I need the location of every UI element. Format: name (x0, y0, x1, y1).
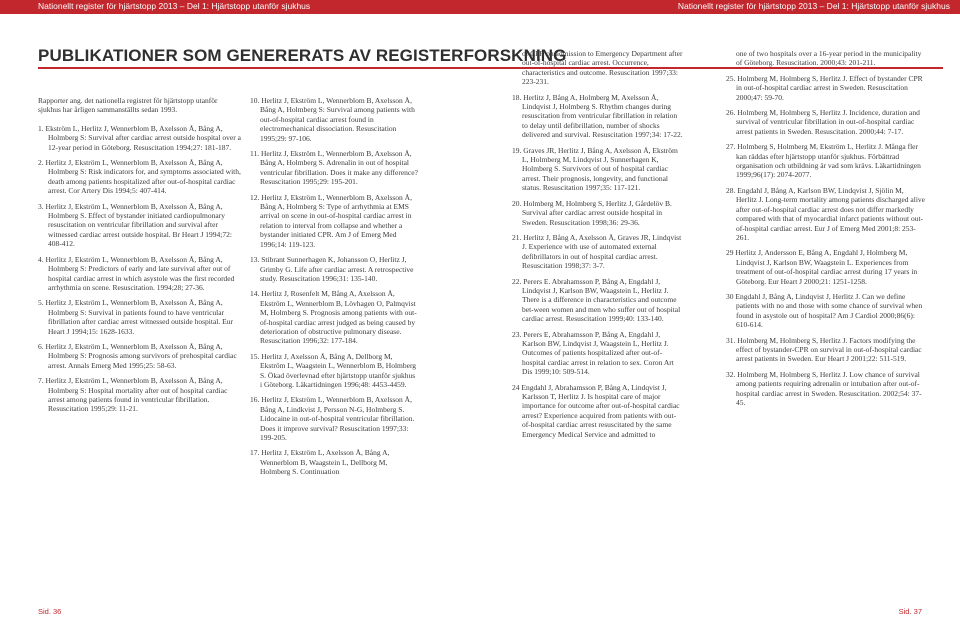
reference-32: 32. Holmberg M, Holmberg S, Herlitz J. Low chance of survival among patients requiring adrenalin or intubation after out-of-hospital cardiac arrest in Sweden. Resuscitation. 2002;54: 37-45. (726, 369, 922, 407)
reference-12: 12. Herlitz J, Ekström L, Wennerblom B, Axelsson Å, Bång A, Holmberg S: Type of arrhythmia at EMS arrival on scene in out-of-hospital cardiac arrest in relation to interval from collapse and whether a bystander initiated CPR. Am J of Emerg Med 1996;14: 119-123. (250, 192, 412, 249)
reference-19: 19. Graves JR, Herlitz J, Bång A, Axelsson Å, Ekström L, Holmberg M, Lindqvist J, Sunnerhagen K, Holmberg S. Survivors of out of hospital cardiac arrest. Their prognosis, longevity, and functional status. Resuscitation 1997;35: 117-121. (512, 145, 678, 193)
reference-13: 13. Stibrant Sunnerhagen K, Johansson O, Herlitz J, Grimby G. Life after cardiac arrest. A retrospective study. Resuscitation 1996;31: 135-140. (250, 255, 414, 283)
reference-4: 4. Herlitz J, Ekström L, Wennerblom B, Axelsson Å, Bång A, Holmberg S: Predictors of early and late survival after out of hospital cardiac arrest in which asystole was the first recorded arrhythmia on scene. Resuscitation. 1994;28; 27-36. (38, 254, 235, 292)
page-number-right: Sid. 37 (898, 607, 922, 616)
column-1 (38, 96, 241, 420)
reference-20: 20. Holmberg M, Holmberg S, Herlitz J, Gårdelöv B. Survival after cardiac arrest outside hospital in Sweden. Resuscitation 1998;36: 29-36. (512, 198, 672, 227)
reference-28: 28. Engdahl J, Bång A, Karlson BW, Lindqvist J, Sjölin M, Herlitz J. Long-term mortality among patients discharged alive after out-of-hospital cardiac arrest does not differ markedly compared with that of myocardial infarct patients without out-of-hospital cardiac arrest. Eur J of Emerg Med 2001;8: 253-261. (726, 185, 925, 242)
reference-26: 26. Holmberg M, Holmberg S, Herlitz J. Incidence, duration and survival of ventricular fibrillation in out-of-hospital cardiac arrest patients in Sweden. Resuscitation. 2000;44: 7-17. (726, 108, 920, 136)
reference-18: 18. Herlitz J, Bång A, Holmberg M, Axelsson Å, Lindqvist J, Holmberg S. Rhythm changes during resuscitation from ventricular fibrillation in relation to delay until defibrillation, number of shocks delivered and survival. Resuscitation 1997;34: 17-22. (512, 92, 683, 140)
reference-21: 21. Herlitz J, Bång A, Axelsson Å, Graves JR, Lindqvist J. Experience with use of automated external defibrillators in out of hospital cardiac arrest. Resuscitation 1998;37: 3-7. (512, 232, 682, 271)
column-4 (726, 49, 926, 413)
reference-27: 27. Holmberg S, Holmberg M, Ekström L, Herlitz J. Många fler kan räddas efter hjärtstopp utanför sjukhus. Förbättrad organisation och utbildning är vad som krävs. Läkartidningen 1999;96(17): 2074-2077. (726, 142, 921, 180)
header-bar (0, 0, 960, 14)
reference-6: 6. Herlitz J, Ekström L, Wennerblom B, Axelsson Å, Bång A, Holmberg S: Prognosis among survivors of prehospital cardiac arrest. Annals Emerg Med 1995;25: 58-63. (38, 341, 237, 370)
running-header-right: Nationellt register för hjärtstopp 2013 – Del 1: Hjärtstopp utanför sjukhus (677, 1, 950, 11)
reference-11: 11. Herlitz J, Ekström L, Wennerblom B, Axelsson Å, Bång A, Holmberg S. Adrenalin in out of hospital ventricular fibrillation. Does it make any difference? Resuscitation 1995;29: 195-201. (250, 149, 418, 187)
reference-14: 14. Herlitz J, Rosenfelt M, Bång A, Axelsson Å, Ekström L, Wennerblom B, Lövhagen O, Palmqvist M, Holmberg S. Prognosis among patients with out-of-hospital cardiac arrest judged as being caused by deterioration of obstructive pulmonary disease. Resuscitation 1996;32: 177-184. (250, 289, 417, 346)
reference-24: 24 Engdahl J, Abrahamsson P, Bång A, Lindqvist J, Karlsson T, Herlitz J. Is hospital care of major importance for outcome after out-of-hospital cardiac arrest? Experience acquired from patients with out-of-hospital cardiac arrest resuscitated by the same Emergency Medical Service and admitted to (512, 382, 680, 439)
reference-31: 31. Holmberg M, Holmberg S, Herlitz J. Factors modifying the effect of bystander-CPR on survival in out-of-hospital cardiac arrest patients in Sweden. Eur Heart J 2001;22: 511-519. (726, 335, 922, 364)
reference-17: 17. Herlitz J, Ekström L, Axelsson Å, Bång A, Wennerblom B, Waagstein L, Dellborg M, Holmberg S. Continuation (250, 448, 390, 477)
reference-3: 3. Herlitz J, Ekström L, Wennerblom B, Axelsson Å, Bång A, Holmberg S. Effect of bystander initiated cardiopulmonary resuscitation on ventricular fibrillation and survival after witnessed cardiac arrest outside hospital. Br Heart J 1994;72: 408-412. (38, 201, 232, 249)
column-3 (512, 49, 684, 445)
column-2 (250, 96, 418, 483)
reference-1: 1. Ekström L, Herlitz J, Wennerblom B, Axelsson Å, Bång A, Holmberg S: Survival after cardiac arrest outside hospital over a 12-year period in Göteborg. Resuscitation 1994;27: 181-187. (38, 123, 241, 152)
reference-10: 10. Herlitz J, Ekström L, Wennerblom B, Axelsson Å, Bång A, Holmberg S: Survival among patients with out-of-hospital cardiac arrest found in electromechanical dissociation. Resuscitation 1995;29: 97-106. (250, 96, 415, 143)
reference-5: 5. Herlitz J, Ekström L, Wennerblom B, Axelsson Å, Bång A, Holmberg S: Survival in patients found to have ventricular fibrillation after cardiac arrest witnessed outside hospital. Eur Heart J 1994;15: 1628-1633. (38, 298, 233, 336)
reference-17-continued: of CPR on admission to Emergency Department after out-of-hospital cardiac arrest. Occurrence, characteristics and outcome. Resuscitation 1997;33: 223-231. (522, 49, 683, 87)
intro-text: Rapporter ang. det nationella registret för hjärtstopp utanför sjukhus har årligen sammanställts sedan 1993. (38, 96, 218, 115)
reference-15: 15. Herlitz J, Axelsson Å, Bång A, Dellborg M, Ekström L, Waagstein L, Wennerblom B, Holmberg S. Ökad överlevnad efter hjärtstopp utanför sjukhus i Göteborg. Läkartidningen 1996;48: 4453-4459. (250, 351, 417, 389)
reference-7: 7. Herlitz J, Ekström L, Wennerblom B, Axelsson Å, Bång A, Holmberg S: Hospital mortality after out of hospital cardiac arrest among patients found in ventricular fibrillation. Resuscitation 1995;29: 11-21. (38, 376, 228, 414)
reference-24-continued: one of two hospitals over a 16-year period in the municipality of Göteborg. Resuscitation. 2000;43: 201-211. (736, 49, 922, 68)
reference-22: 22. Perers E. Abrahamsson P, Bång A, Engdahl J, Lindqvist J, Karlson BW, Waagstein L, Herlitz J. There is a difference in characteristics and outcome bet-ween women and men who suffer out of hospital cardiac arrest. Resuscitation 1999;40: 133-140. (512, 276, 681, 324)
reference-16: 16. Herlitz J, Ekström L, Wennerblom B, Axelsson Å, Bång A, Lindkvist J, Persson N-G, Holmberg S. Lidocaine in out-of-hospital ventricular fibrillation. Does it improve survival? Resuscitation 1997;33: 199-205. (250, 395, 415, 442)
reference-25: 25. Holmberg M, Holmberg S, Herlitz J. Effect of bystander CPR in out-of-hospital cardiac arrest in Sweden. Resuscitation 2000;47: 59-70. (726, 73, 923, 102)
running-header-left: Nationellt register för hjärtstopp 2013 – Del 1: Hjärtstopp utanför sjukhus (38, 1, 311, 11)
reference-29: 29 Herlitz J, Andersson E, Bång A, Engdahl J, Holmberg M, Lindqvist J, Karlson BW, Waagstein L. Experiences from treatment of out-of-hospital cardiac arrest during 17 years in Göteborg. Eur Heart J 2000;21: 1251-1258. (726, 248, 918, 286)
page-number-left: Sid. 36 (38, 607, 62, 616)
reference-23: 23. Perers E, Abrahamsson P, Bång A, Engdahl J, Karlson BW, Lindqvist J, Waagstein L, Herlitz J. Outcomes of patients hospitalized after out-of-hospital cardiac arrest in relation to sex. Coron Art Dis 1999;10: 509-514. (512, 329, 674, 377)
page-title: PUBLIKATIONER SOM GENERERATS AV REGISTERFORSKNING (38, 46, 567, 65)
reference-2: 2. Herlitz J, Ekström L, Wennerblom B, Axelsson Å, Bång A, Holmberg S: Risk indicators for, and symptoms associated with, death among patients hospitalized after out-of-hospital cardiac arrest. Cor Artery Dis 1994;5: 407-414. (38, 158, 241, 196)
reference-30: 30 Engdahl J, Bång A, Lindqvist J, Herlitz J. Can we define patients with no and those with some chance of survival when found in asystole out of hospital? Am J Cardiol 2000;86(6): 610-614. (726, 291, 923, 330)
